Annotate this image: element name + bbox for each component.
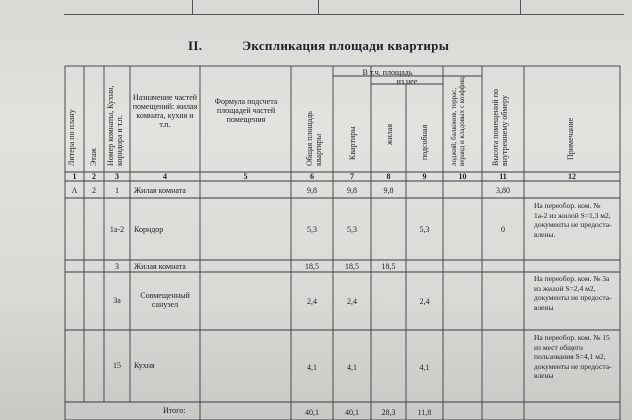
header-loggia: лоджий, балконов, террас, веранд и кладовых с коэффиц. xyxy=(450,75,466,166)
header-floor: Этаж xyxy=(89,148,98,166)
cell-apartment: 2,4 xyxy=(347,297,357,306)
header-living: жилая xyxy=(385,123,394,145)
section-number: II. xyxy=(188,38,203,53)
header-auxiliary: подсобная xyxy=(420,124,429,160)
totals-label: Итого: xyxy=(163,406,186,415)
col-number: 10 xyxy=(458,172,467,181)
header-note: Примечание xyxy=(566,117,575,160)
col-number: 4 xyxy=(163,172,167,181)
header-total-area: Общая площадь квартиры xyxy=(305,111,323,166)
col-number: 8 xyxy=(386,172,391,181)
cell-purpose: Совмещенный санузел xyxy=(140,291,190,309)
cell-purpose: Жилая комната xyxy=(134,186,186,195)
totals-apartment: 40,1 xyxy=(345,408,359,417)
header-height: Высота помещений по внутреннему обмеру xyxy=(491,89,509,166)
cell-auxiliary: 2,4 xyxy=(419,297,430,306)
cell-apartment: 18,5 xyxy=(345,262,359,271)
cell-purpose: Жилая комната xyxy=(134,262,186,271)
cell-total: 9,8 xyxy=(307,186,317,195)
cell-living: 18,5 xyxy=(381,262,396,271)
cell-liter: А xyxy=(71,186,78,195)
col-number: 5 xyxy=(243,172,248,181)
cell-note: На переобор. ком. № 3а из жилой S=2,4 м2, документы не предоста-влены xyxy=(534,274,612,312)
totals-auxiliary: 11,8 xyxy=(417,408,432,417)
section-title-text: Экспликация площади квартиры xyxy=(242,38,450,53)
col-number: 3 xyxy=(115,172,119,181)
totals-living: 28,3 xyxy=(381,408,396,417)
cell-room: 1а-2 xyxy=(109,225,125,234)
cell-room: 3а xyxy=(113,296,121,305)
cell-note: На переобор. ком. № 15 из мест общего пользования S=4,1 м2, документы не предоста-влены xyxy=(534,333,612,380)
col-number: 12 xyxy=(568,172,576,181)
cell-total: 2,4 xyxy=(307,297,317,306)
col-number: 9 xyxy=(422,172,427,181)
cell-purpose: Корндор xyxy=(134,225,164,234)
col-number: 6 xyxy=(310,172,314,181)
cell-apartment: 5,3 xyxy=(347,225,357,234)
cell-room: 1 xyxy=(115,186,119,195)
cell-room: 15 xyxy=(113,361,121,370)
cell-floor: 2 xyxy=(92,186,96,195)
header-apartment: Квартиры xyxy=(348,126,357,160)
col-number: 11 xyxy=(499,172,507,181)
cell-height: 3,80 xyxy=(496,186,510,195)
header-purpose: Назначение частей помещений: жилая комната, кухня и т.п. xyxy=(132,93,198,129)
cell-purpose: Кухня xyxy=(134,361,155,370)
cell-apartment: 9,8 xyxy=(347,186,357,195)
cell-total: 5,3 xyxy=(307,225,317,234)
cell-auxiliary: 4,1 xyxy=(419,363,430,372)
header-room-number: Номер комнаты, Кухни, коридора и т.п. xyxy=(106,85,124,166)
header-liter: Литера по плану xyxy=(67,109,76,166)
cell-auxiliary: 5,3 xyxy=(419,225,430,234)
cell-total: 4,1 xyxy=(307,363,317,372)
cell-height: 0 xyxy=(501,225,505,234)
col-number: 2 xyxy=(92,172,96,181)
header-formula: Формула подсчета площадей частей помещения xyxy=(214,97,278,124)
cell-total: 18,5 xyxy=(305,262,319,271)
cell-living: 9,8 xyxy=(383,186,394,195)
totals-total: 40,1 xyxy=(305,408,319,417)
cell-note: На переобор. ком. № 1а-2 из жилой S=1,3 м2, документы не предоста-влены. xyxy=(534,201,612,239)
header-incl: В т.ч. площадь xyxy=(362,68,413,77)
cell-room: 3 xyxy=(115,262,119,271)
col-number: 7 xyxy=(350,172,354,181)
cell-apartment: 4,1 xyxy=(347,363,357,372)
header-from-them: из нее xyxy=(396,77,418,86)
col-number: 1 xyxy=(72,172,77,181)
